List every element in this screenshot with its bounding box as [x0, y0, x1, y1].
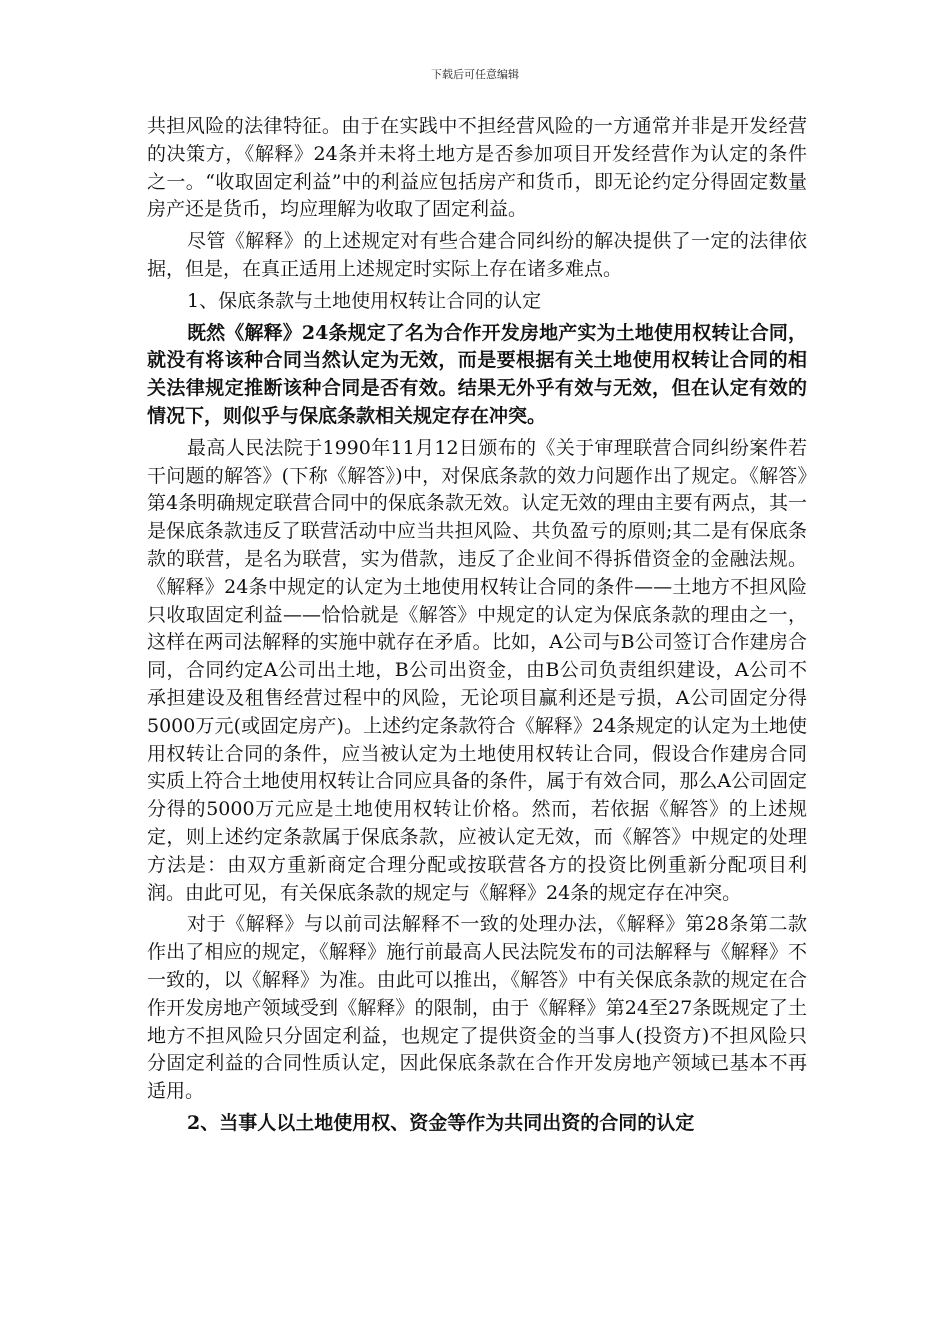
paragraph-continuation: 共担风险的法律特征。由于在实践中不担经营风险的一方通常并非是开发经营的决策方，《解释》24条并未将土地方是否参加项目开发经营作为认定的条件之一。“收取固定利益”中的利益应包括房产和货币，即无论约定分得固定数量房产还是货币，均应理解为收取了固定利益。 — [147, 115, 807, 221]
section-heading-2: 2、当事人以土地使用权、资金等作为共同出资的合同的认定 — [187, 1111, 695, 1134]
paragraph-inconsistency-handling: 对于《解释》与以前司法解释不一致的处理办法，《解释》第28条第二款作出了相应的规定，《解释》施行前最高人民法院发布的司法解释与《解释》不一致的，以《解释》为准。由此可以推出，《解答》中有关保底条款的规定在合作开发房地产领域受到《解释》的限制，由于《解释》第24至27条既规定了土地方不担风险只分固定利益，也规定了提供资金的当事人(投资方)不担风险只分固定利益的合同性质认定，因此保底条款在合作开发房地产领域已基本不再适用。 — [147, 913, 807, 1103]
paragraph-difficulties: 尽管《解释》的上述规定对有些合建合同纠纷的解决提供了一定的法律依据，但是，在真正适用上述规定时实际上存在诸多难点。 — [147, 230, 807, 280]
paragraph-guarantee-clause: 最高人民法院于1990年11月12日颁布的《关于审理联营合同纠纷案件若干问题的解答》(下称《解答》)中，对保底条款的效力问题作出了规定。《解答》第4条明确规定联营合同中的保底条款无效。认定无效的理由主要有两点，其一是保底条款违反了联营活动中应当共担风险、共负盈亏的原则;其二是有保底条款的联营，是名为联营，实为借款，违反了企业间不得拆借资金的金融法规。《解释》24条中规定的认定为土地使用权转让合同的条件——土地方不担风险只收取固定利益——恰恰就是《解答》中规定的认定为保底条款的理由之一，这样在两司法解释的实施中就存在矛盾。比如，A公司与B公司签订合作建房合同，合同约定A公司出土地，B公司出资金，由B公司负责组织建设，A公司不承担建设及租售经营过程中的风险，无论项目赢利还是亏损，A公司固定分得5000万元(或固定房产)。上述约定条款符合《解释》24条规定的认定为土地使用权转让合同的条件，应当被认定为土地使用权转让合同，假设合作建房合同实质上符合土地使用权转让合同应具备的条件，属于有效合同，那么A公司固定分得的5000万元应是土地使用权转让价格。然而，若依据《解答》的上述规定，则上述约定条款属于保底条款，应被认定无效，而《解答》中规定的处理方法是：由双方重新商定合理分配或按联营各方的投资比例重新分配项目利润。由此可见，有关保底条款的规定与《解释》24条的规定存在冲突。 — [147, 436, 807, 904]
paragraph-bold-summary: 既然《解释》24条规定了名为合作开发房地产实为土地使用权转让合同，就没有将该种合同当然认定为无效，而是要根据有关土地使用权转让合同的相关法律规定推断该种合同是否有效。结果无外乎有效与无效，但在认定有效的情况下，则似乎与保底条款相关规定存在冲突。 — [147, 321, 807, 427]
document-body — [147, 113, 807, 1142]
page-header: 下载后可任意编辑 — [431, 68, 519, 81]
section-heading-1: 1、保底条款与土地使用权转让合同的认定 — [187, 289, 542, 312]
